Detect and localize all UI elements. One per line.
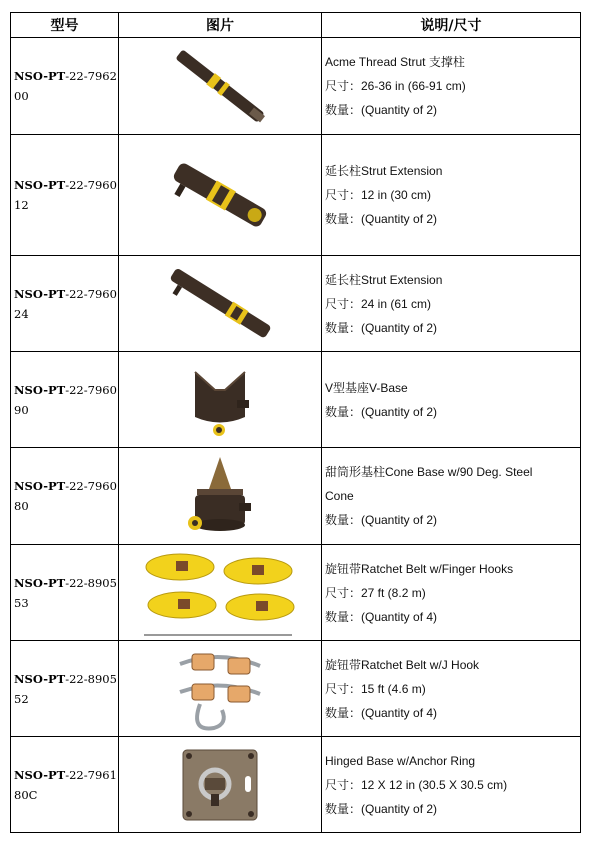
model-cell: NSO-PT-22-890553: [11, 545, 119, 641]
table-row: [11, 352, 581, 448]
model-cell: NSO-PT-22-796012: [11, 135, 119, 256]
table-row: [11, 135, 581, 256]
table-row: [11, 448, 581, 545]
table-row: [11, 641, 581, 737]
model-cell: NSO-PT-22-796180C: [11, 737, 119, 833]
ratchet-belt-j-hook-image: [119, 641, 322, 737]
desc-cell: 旋钮带Ratchet Belt w/J Hook 尺寸：15 ft (4.6 m) 数量：(Quantity of 4): [322, 641, 581, 737]
model-cell: NSO-PT-22-796200: [11, 38, 119, 135]
product-table: [10, 12, 581, 833]
desc-cell: Hinged Base w/Anchor Ring 尺寸：12 X 12 in (30.5 X 30.5 cm) 数量：(Quantity of 2): [322, 737, 581, 833]
model-cell: NSO-PT-22-796090: [11, 352, 119, 448]
acme-thread-strut-image: [119, 38, 322, 135]
cone-base-image: [119, 448, 322, 545]
strut-extension-24-image: [119, 256, 322, 352]
header-image: 图片: [119, 13, 322, 38]
table-row: [11, 38, 581, 135]
table-row: [11, 737, 581, 833]
model-cell: NSO-PT-22-796080: [11, 448, 119, 545]
header-row: [11, 13, 581, 38]
desc-cell: 延长柱Strut Extension 尺寸：24 in (61 cm) 数量：(Quantity of 2): [322, 256, 581, 352]
desc-cell: 延长柱Strut Extension 尺寸：12 in (30 cm) 数量：(Quantity of 2): [322, 135, 581, 256]
desc-cell: V型基座V-Base 数量：(Quantity of 2): [322, 352, 581, 448]
desc-cell: Acme Thread Strut 支撑柱 尺寸：26-36 in (66-91 cm) 数量：(Quantity of 2): [322, 38, 581, 135]
strut-extension-12-image: [119, 135, 322, 256]
header-desc: 说明/尺寸: [322, 13, 581, 38]
table-row: [11, 545, 581, 641]
model-cell: NSO-PT-22-890552: [11, 641, 119, 737]
desc-cell: 甜筒形基柱Cone Base w/90 Deg. Steel Cone 数量：(Quantity of 2): [322, 448, 581, 545]
v-base-image: [119, 352, 322, 448]
header-model: 型号: [11, 13, 119, 38]
ratchet-belt-finger-hooks-image: [119, 545, 322, 641]
desc-cell: 旋钮带Ratchet Belt w/Finger Hooks 尺寸：27 ft (8.2 m) 数量：(Quantity of 4): [322, 545, 581, 641]
hinged-base-image: [119, 737, 322, 833]
table-row: [11, 256, 581, 352]
model-cell: NSO-PT-22-796024: [11, 256, 119, 352]
